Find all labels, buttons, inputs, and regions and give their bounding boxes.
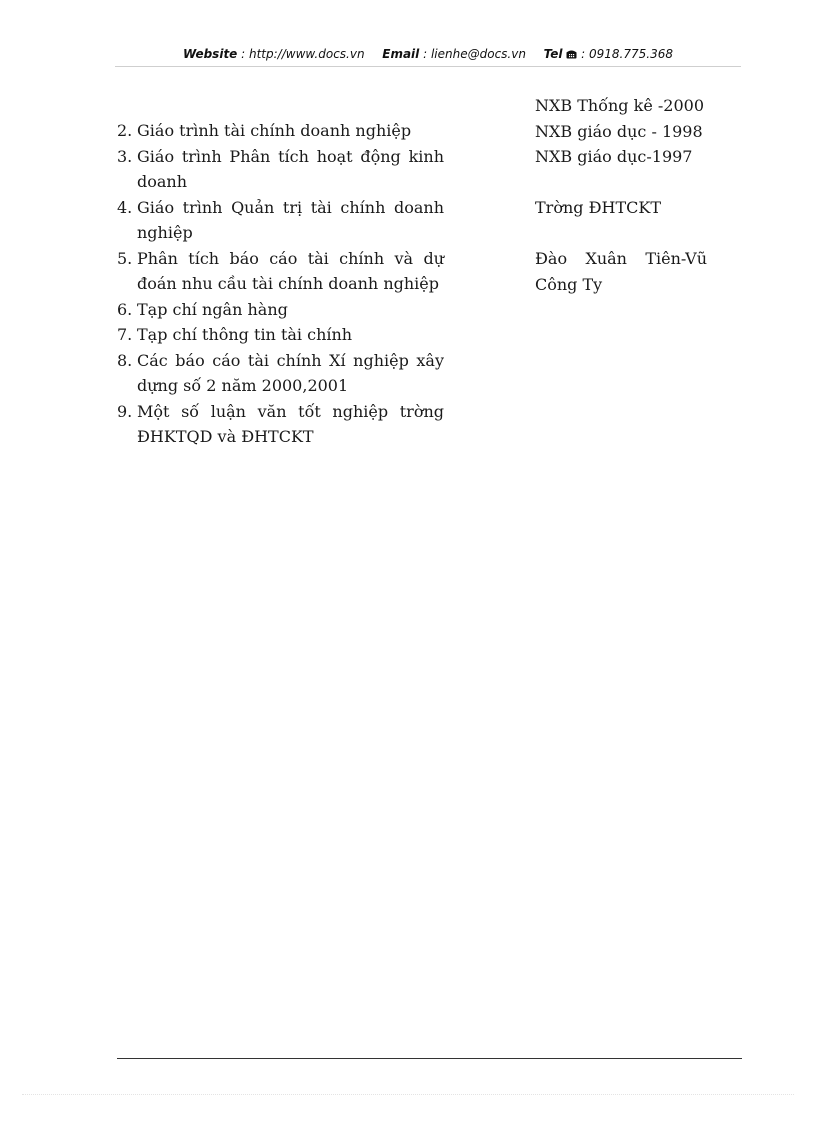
reference-source-3: NXB giáo dục-1997	[535, 147, 693, 166]
website-link[interactable]: : http://www.docs.vn	[241, 47, 365, 61]
reference-title: Tạp chí ngân hàng	[137, 299, 288, 319]
reference-item-3	[117, 144, 444, 195]
tel-label: Tel	[543, 47, 563, 61]
reference-number: 3.	[117, 146, 133, 166]
reference-title: Tạp chí thông tin tài chính	[137, 325, 353, 344]
reference-item-4	[117, 195, 444, 246]
reference-list	[117, 118, 444, 450]
page-header	[115, 47, 741, 61]
reference-item-9	[117, 399, 444, 450]
reference-item-2	[117, 118, 444, 144]
email-link[interactable]: : lienhe@docs.vn	[423, 47, 526, 61]
reference-source-carryover: NXB Thống kê -2000	[535, 96, 705, 115]
reference-title: Một số luận văn tốt nghiệp trờng ĐHKTQD và ĐHTCKT	[137, 401, 444, 446]
phone-icon	[566, 49, 577, 59]
reference-source-2: NXB giáo dục - 1998	[535, 121, 703, 141]
page-bottom-edge	[22, 1094, 794, 1095]
reference-title: Giáo trình Quản trị tài chính doanh nghiệp	[137, 197, 444, 242]
reference-item-7	[117, 322, 444, 348]
reference-item-5	[117, 246, 444, 297]
tel-number: : 0918.775.368	[581, 47, 673, 61]
reference-number: 4.	[117, 197, 133, 217]
reference-item-6	[117, 297, 444, 323]
email-label: Email	[382, 47, 420, 61]
website-label: Website	[182, 47, 238, 61]
reference-number: 9.	[117, 401, 133, 421]
reference-title: Giáo trình tài chính doanh nghiệp	[137, 121, 412, 140]
reference-source-4: Trờng ĐHTCKT	[535, 198, 661, 217]
header-divider	[115, 66, 741, 67]
reference-item-8	[117, 348, 444, 399]
reference-number: 5.	[117, 248, 133, 268]
reference-source-5: Đào Xuân Tiên-Vũ Công Ty	[535, 249, 707, 294]
reference-number: 7.	[117, 325, 133, 344]
reference-title: Phân tích báo cáo tài chính và dự đoán nhu cầu tài chính doanh nghiệp	[137, 248, 444, 293]
reference-title: Giáo trình Phân tích hoạt động kinh doanh	[137, 146, 444, 191]
reference-title: Các báo cáo tài chính Xí nghiệp xây dựng số 2 năm 2000,2001	[137, 350, 444, 395]
reference-number: 8.	[117, 350, 133, 370]
reference-number: 6.	[117, 299, 133, 319]
footer-divider	[117, 1058, 742, 1059]
reference-number: 2.	[117, 121, 133, 140]
